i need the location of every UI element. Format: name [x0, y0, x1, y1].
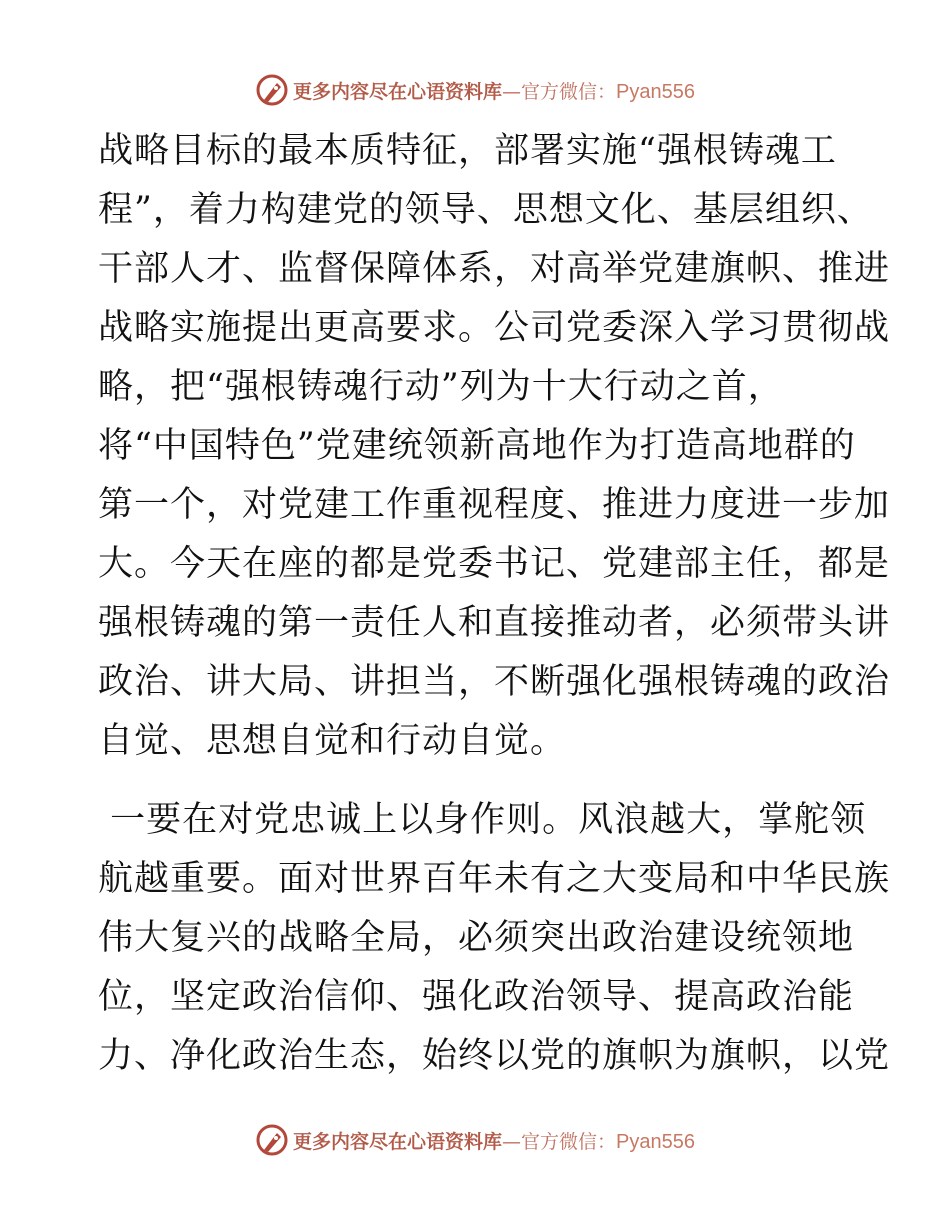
text-line: 伟大复兴的战略全局，必须突出政治建设统领地	[98, 918, 855, 958]
paragraph	[98, 791, 891, 1086]
text-line: 略，把“强根铸魂行动”列为十大行动之首，	[98, 367, 784, 407]
document-body	[98, 122, 891, 1086]
text-line: 位，坚定政治信仰、强化政治领导、提高政治能	[98, 977, 855, 1017]
text-line: 战略目标的最本质特征，部署实施“强根铸魂工	[98, 131, 837, 171]
text-line: 航越重要。面对世界百年未有之大变局和中华民族	[98, 859, 891, 899]
watermark-text	[293, 1127, 695, 1154]
text-line: 干部人才、监督保障体系，对高举党建旗帜、推进	[98, 249, 891, 289]
watermark-wechat-id: Pyan556	[616, 80, 695, 103]
text-line: 一要在对党忠诚上以身作则。风浪越大，掌舵领	[98, 800, 867, 840]
watermark-separator: —	[502, 1130, 522, 1153]
footer-watermark	[0, 1120, 950, 1160]
watermark-separator: —	[502, 80, 522, 103]
paragraph	[98, 122, 891, 771]
watermark-wechat-id: Pyan556	[616, 1130, 695, 1153]
pen-nib-logo-icon	[255, 73, 289, 107]
text-line: 强根铸魂的第一责任人和直接推动者，必须带头讲	[98, 603, 891, 643]
watermark-text	[293, 77, 695, 104]
header-watermark	[0, 70, 950, 110]
text-line: 将“中国特色”党建统领新高地作为打造高地群的	[98, 426, 856, 466]
text-line: 力、净化政治生态，始终以党的旗帜为旗帜，以党	[98, 1036, 891, 1076]
pen-nib-logo-icon	[255, 1123, 289, 1157]
text-line: 战略实施提出更高要求。公司党委深入学习贯彻战	[98, 308, 891, 348]
watermark-wechat-label: 官方微信：	[521, 1130, 617, 1153]
text-line: 自觉、思想自觉和行动自觉。	[98, 721, 567, 761]
text-line: 政治、讲大局、讲担当，不断强化强根铸魂的政治	[98, 662, 891, 702]
watermark-brand: 更多内容尽在心语资料库	[293, 1130, 503, 1153]
watermark-brand: 更多内容尽在心语资料库	[293, 80, 503, 103]
text-line: 程”，着力构建党的领导、思想文化、基层组织、	[98, 190, 873, 230]
text-line: 第一个，对党建工作重视程度、推进力度进一步加	[98, 485, 891, 525]
text-line: 大。今天在座的都是党委书记、党建部主任，都是	[98, 544, 891, 584]
paragraph-spacer	[98, 771, 858, 791]
watermark-wechat-label: 官方微信：	[521, 80, 617, 103]
